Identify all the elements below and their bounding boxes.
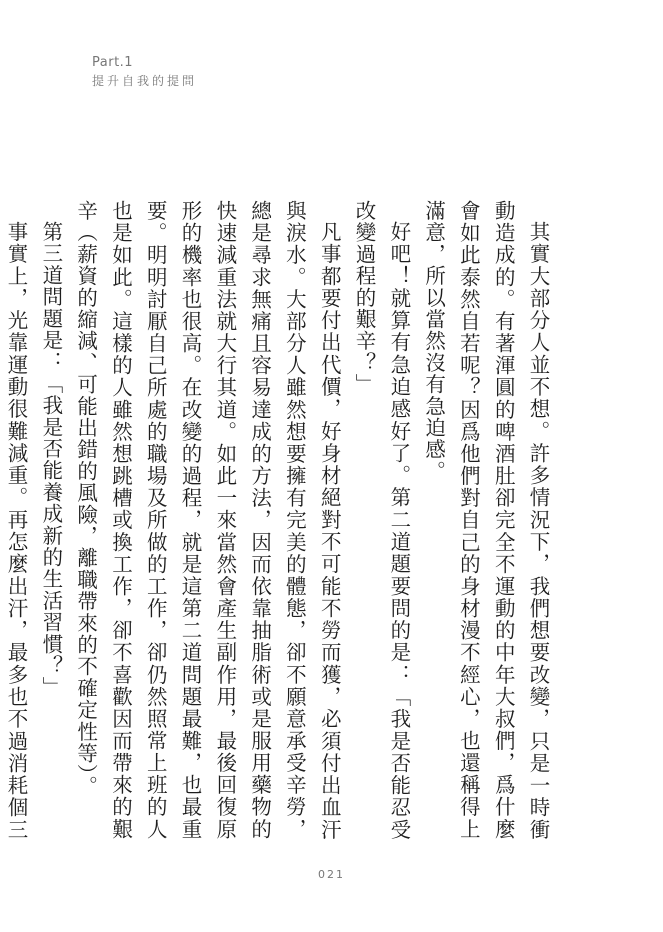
- paragraph: 事實上，光靠運動很難減重。再怎麼出汗，最多也不過消耗個三: [4, 220, 29, 840]
- paragraph: 其實大部分人並不想。許多情況下，我們想要改變，只是一時衝動造成的。有著渾圓的啤酒肚卻完全不運動的中年大叔們，爲什麼會如此泰然自若呢？因爲他們對自己的身材漫不經心，也還稱得上滿意，所以當然沒有急迫感。: [421, 200, 550, 840]
- body-text: [0, 200, 555, 840]
- paragraph: 第三道問題是：「我是否能養成新的生活習慣？」: [38, 220, 63, 698]
- paragraph: 好吧！就算有急迫感好了。第二道題要問的是：「我是否能忍受改變過程的艱辛？」: [352, 200, 411, 840]
- running-header: [92, 55, 197, 89]
- part-label: Part.1: [92, 55, 134, 70]
- paragraph: 凡事都要付出代價，好身材絕對不可能不勞而獲，必須付出血汗與淚水。大部分人雖然想要擁有完美的體態，卻不願意承受辛勞，總是尋求無痛且容易達成的方法，因而依靠抽脂術或是服用藥物的快速減重法就大行其道。如此一來當然會產生副作用，最後回復原形的機率也很高。在改變的過程，就是這第二道問題最難，也最重要。明明討厭自己所處的職場及所做的工作，卻仍然照常上班的人也是如此。這樣的人雖然想跳槽或換工作，卻不喜歡因而帶來的艱辛（薪資的縮減、可能出錯的風險，離職帶來的不確定性等）。: [73, 200, 342, 840]
- page-number: 021: [318, 868, 345, 881]
- chapter-title: 提升自我的提問: [92, 74, 198, 88]
